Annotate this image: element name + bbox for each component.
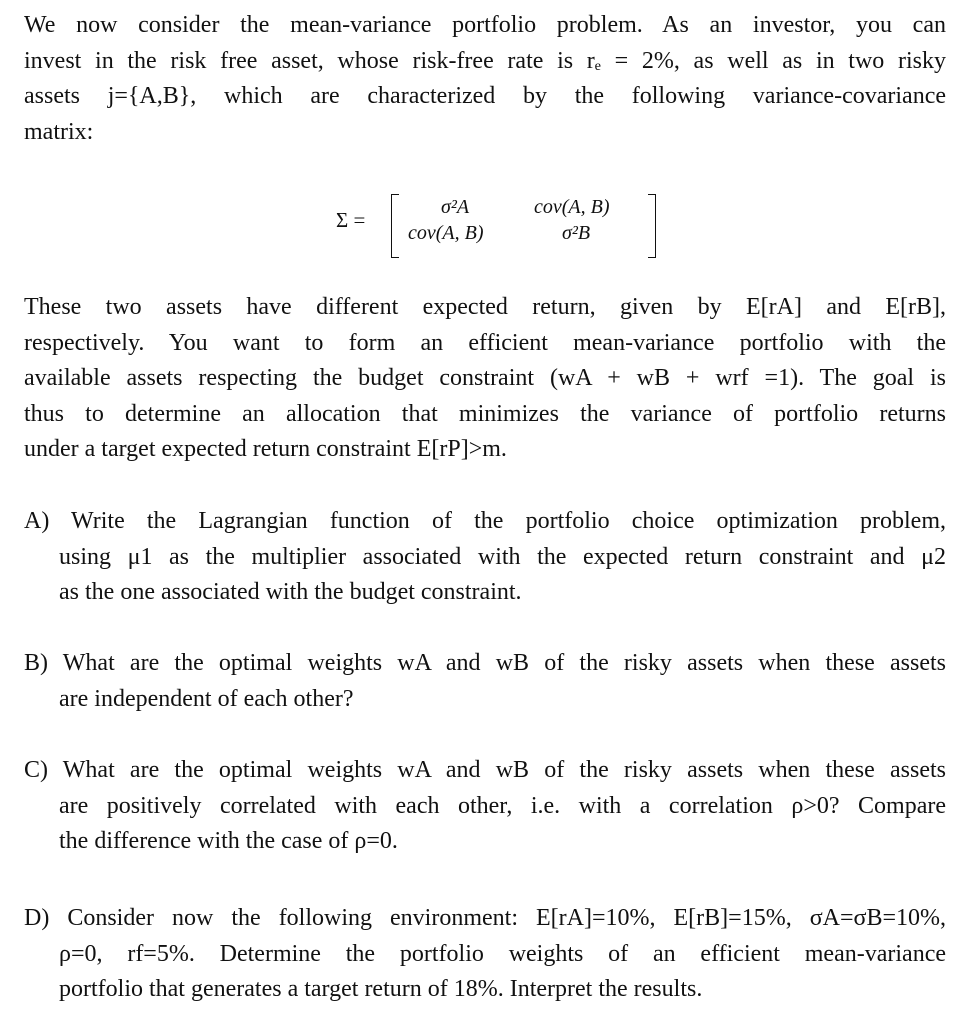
question-a — [24, 504, 946, 611]
desc-line-1: These two assets have different expected return, given by E[rA] and E[rB], — [24, 294, 946, 320]
intro-line-1: We now consider the mean-variance portfolio problem. As an investor, you can — [24, 12, 946, 38]
question-c-line-1: C) What are the optimal weights wA and wB of the risky assets when these assets — [24, 757, 946, 783]
desc-line-5: under a target expected return constraint E[rP]>m. — [24, 436, 507, 462]
question-d-line-1: D) Consider now the following environment: E[rA]=10%, E[rB]=15%, σA=σB=10%, — [24, 905, 946, 931]
description-paragraph — [24, 290, 946, 468]
desc-line-2: respectively. You want to form an efficient mean-variance portfolio with the — [24, 329, 946, 356]
question-a-line-1: A) Write the Lagrangian function of the portfolio choice optimization problem, — [24, 508, 946, 534]
question-b-line-2: are independent of each other? — [59, 685, 354, 712]
desc-line-4: thus to determine an allocation that minimizes the variance of portfolio returns — [24, 400, 946, 427]
right-bracket — [648, 194, 656, 258]
question-c-line-2: are positively correlated with each other, i.e. with a correlation ρ>0? Compare — [59, 792, 946, 819]
intro-paragraph — [24, 8, 946, 150]
question-c-line-3: the difference with the case of ρ=0. — [59, 828, 398, 854]
intro-line-3: assets j={A,B}, which are characterized by the following variance-covariance — [24, 83, 946, 109]
question-c — [24, 753, 946, 860]
question-a-line-3: as the one associated with the budget constraint. — [59, 579, 522, 605]
matrix-cell-a12: cov(A, B) — [534, 196, 610, 218]
intro-line-4: matrix: — [24, 118, 94, 145]
matrix-cell-a22: σ²B — [562, 222, 591, 244]
desc-line-3: available assets respecting the budget constraint (wA + wB + wrf =1). The goal is — [24, 365, 946, 391]
question-a-line-2: using μ1 as the multiplier associated with the expected return constraint and μ2 — [59, 543, 946, 570]
question-b-line-1: B) What are the optimal weights wA and wB of the risky assets when these assets — [24, 650, 946, 676]
left-bracket — [391, 194, 399, 258]
matrix-cell-a21: cov(A, B) — [408, 222, 484, 244]
question-d-line-3: portfolio that generates a target return of 18%. Interpret the results. — [59, 976, 703, 1002]
question-d-line-2: ρ=0, rf=5%. Determine the portfolio weights of an efficient mean-variance — [59, 940, 946, 967]
matrix-cell-a11: σ²A — [441, 196, 470, 218]
intro-line-2: invest in the risk free asset, whose risk-free rate is rₑ = 2%, as well as in two risky — [24, 47, 946, 74]
question-b — [24, 646, 946, 717]
question-d — [24, 901, 946, 1008]
covariance-matrix — [336, 192, 666, 262]
matrix-label: Σ = — [336, 208, 366, 232]
